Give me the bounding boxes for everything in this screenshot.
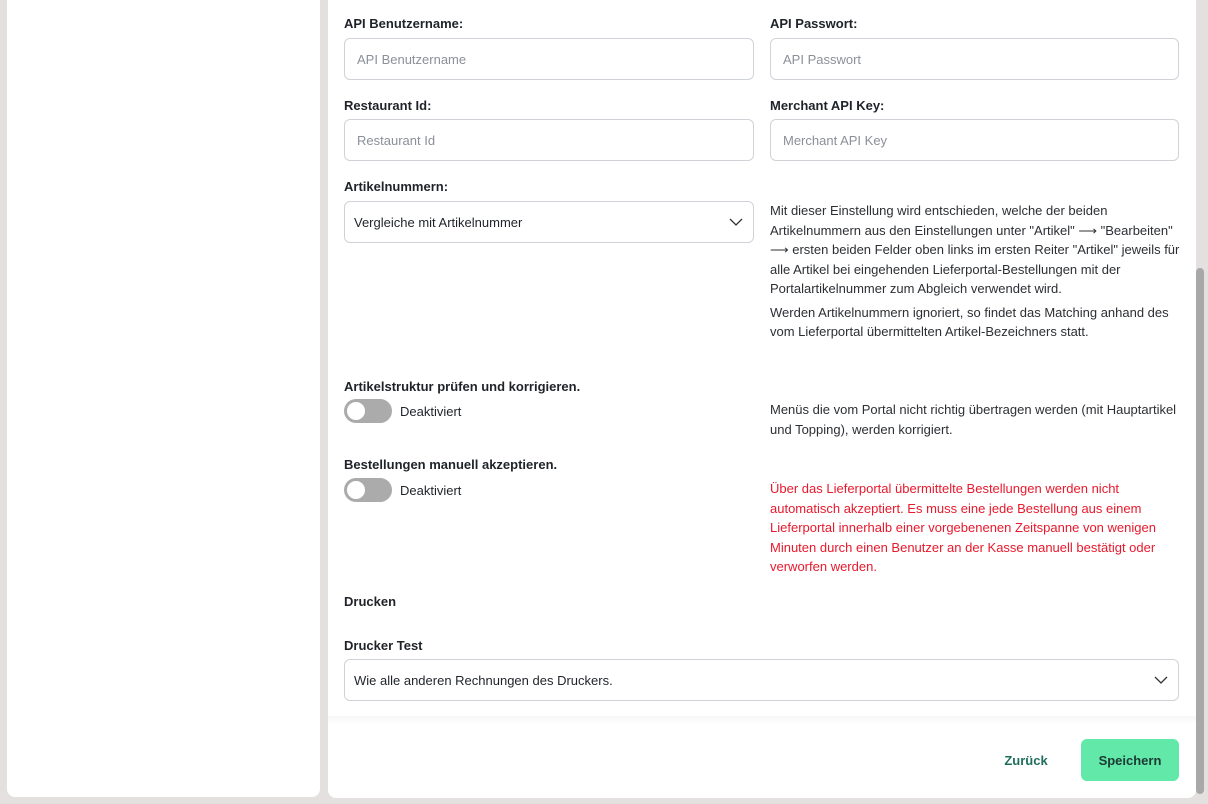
printer-test-select[interactable] xyxy=(344,659,1179,701)
article-numbers-help xyxy=(770,201,1180,346)
api-username-input[interactable] xyxy=(345,39,753,79)
restaurant-id-field[interactable] xyxy=(344,119,754,161)
article-numbers-help-1: Mit dieser Einstellung wird entschieden, welche der beiden Artikelnummern aus den Einstellungen unter "Artikel" ⟶ "Bearbeiten" ⟶ ersten beiden Felder oben links im ersten Reiter "Artikel" jeweils für alle Artikel bei eingehenden Lieferportal-Bestellungen mit der Portalartikelnummer zum Abgleich verwendet wird. xyxy=(770,203,1180,296)
check-structure-state: Deaktiviert xyxy=(400,404,462,419)
check-structure-label: Artikelstruktur prüfen und korrigieren. xyxy=(344,379,581,394)
manual-accept-label: Bestellungen manuell akzeptieren. xyxy=(344,457,558,472)
check-structure-toggle[interactable] xyxy=(344,399,392,423)
api-password-field[interactable] xyxy=(770,38,1179,80)
merchant-api-key-input[interactable] xyxy=(771,120,1178,160)
check-structure-help: Menüs die vom Portal nicht richtig übertragen werden (mit Hauptartikel und Topping), werden korrigiert. xyxy=(770,402,1177,437)
printer-test-label: Drucker Test xyxy=(344,638,423,653)
manual-accept-warning: Über das Lieferportal übermittelte Bestellungen werden nicht automatisch akzeptiert. Es muss eine jede Bestellung aus einem Lieferportal innerhalb einer vorgebenenen Zeitspanne von wenigen Minuten durch einen Benutzer an der Kasse manuell bestätigt oder verworfen werden. xyxy=(770,481,1156,574)
article-numbers-selected: Vergleiche mit Artikelnummer xyxy=(354,215,523,230)
toggle-knob xyxy=(347,481,365,499)
printer-test-selected: Wie alle anderen Rechnungen des Druckers. xyxy=(354,673,613,688)
restaurant-id-input[interactable] xyxy=(345,120,753,160)
chevron-down-icon xyxy=(729,216,743,228)
api-password-label: API Passwort: xyxy=(770,16,858,31)
article-numbers-select[interactable] xyxy=(344,201,754,243)
back-button[interactable]: Zurück xyxy=(990,740,1062,780)
print-section-title: Drucken xyxy=(344,594,397,609)
sidebar-panel xyxy=(7,0,320,797)
api-username-field[interactable] xyxy=(344,38,754,80)
article-numbers-help-2: Werden Artikelnummern ignoriert, so findet das Matching anhand des vom Lieferportal übermittelten Artikel-Bezeichners statt. xyxy=(770,304,1169,339)
merchant-api-key-label: Merchant API Key: xyxy=(770,98,885,113)
footer-divider xyxy=(328,716,1196,724)
save-button[interactable]: Speichern xyxy=(1081,739,1179,781)
toggle-knob xyxy=(347,402,365,420)
chevron-down-icon xyxy=(1154,674,1168,686)
manual-accept-toggle[interactable] xyxy=(344,478,392,502)
restaurant-id-label: Restaurant Id: xyxy=(344,98,432,113)
article-numbers-label: Artikelnummern: xyxy=(344,179,449,194)
scrollbar-thumb[interactable] xyxy=(1196,268,1204,794)
manual-accept-state: Deaktiviert xyxy=(400,483,462,498)
api-password-input[interactable] xyxy=(771,39,1178,79)
merchant-api-key-field[interactable] xyxy=(770,119,1179,161)
api-username-label: API Benutzername: xyxy=(344,16,464,31)
